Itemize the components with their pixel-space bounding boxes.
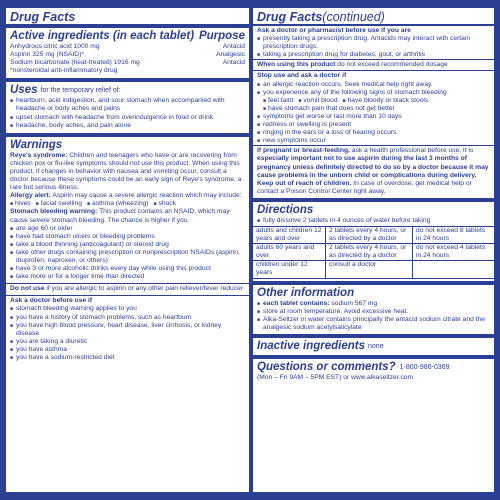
uses-header: Uses xyxy=(10,84,38,97)
list-item: ■ you are taking a diuretic xyxy=(6,338,249,346)
list-item: ■ have 3 or more alcoholic drinks every day while using this product xyxy=(6,265,249,273)
ask-pharmacist-header: Ask a doctor or pharmacist before use if you are xyxy=(257,27,411,34)
when-using: When using this product do not exceed recommended dosage xyxy=(257,61,448,69)
list-item: ■ an allergic reaction occurs. Seek medical help right away. xyxy=(253,81,494,89)
do-not-use: Do not use if you are allergic to aspirin or any other pain reliever/fever reducer xyxy=(10,285,244,293)
list-item: ■ presently taking a prescription drug. Antacids may interact with certain prescription drugs. xyxy=(253,35,494,51)
drug-facts-left-panel xyxy=(6,8,249,492)
allergy-list: ■ hives ■ facial swelling ■ asthma (wheezing) ■ shock xyxy=(6,200,249,208)
ingredient-row: Aspirin 325 mg (NSAID)* Analgesic xyxy=(10,51,245,59)
list-item: ■ take other drugs containing prescription or nonprescription NSAIDs (aspirin, ibuprofen, naproxen, or others) xyxy=(6,249,249,265)
list-item: ■ you have a sodium-restricted diet xyxy=(6,354,249,362)
list-item: ■ symptoms get worse or last more than 10 days xyxy=(253,113,494,121)
list-item: ■ have had stomach ulcers or bleeding problems xyxy=(6,233,249,241)
ingredient-row: Anhydrous citric acid 1000 mg Antacid xyxy=(10,43,245,50)
active-ingredients-header: Active ingredients (in each tablet) Purpose xyxy=(10,30,245,42)
list-item: ■ taking a prescription drug for diabetes, gout, or arthritis xyxy=(253,51,494,59)
warnings-header: Warnings xyxy=(10,138,63,151)
list-item: ■ new symptoms occur xyxy=(253,137,494,145)
directions-table xyxy=(253,226,494,279)
phone-number: 1-800-986-0369 xyxy=(399,363,450,371)
list-item: ■ Alka-Seltzer in water contains principally the antacid sodium citrate and the analgesic sodium acetylsalicylate xyxy=(253,316,494,332)
uses-intro: for the temporary relief of: xyxy=(40,87,121,95)
ingredient-row: Sodium bicarbonate (heat-treated) 1916 mg Antacid xyxy=(10,59,245,67)
list-item: ■ fully dissolve 2 tablets in 4 ounces of water before taking xyxy=(253,217,494,226)
list-item: ■ are age 60 or older xyxy=(6,225,249,233)
stop-use-header: Stop use and ask a doctor if xyxy=(257,72,347,80)
list-item: ■ heartburn, acid indigestion, and sour stomach when accompanied with headache or body aches and pains xyxy=(6,97,249,113)
other-info-header: Other information xyxy=(257,286,355,299)
allergy-alert: Allergy alert: Aspirin may cause a severe allergic reaction which may include: xyxy=(10,192,242,200)
list-item: ■ you experience any of the following signs of stomach bleeding xyxy=(253,89,494,97)
list-item: ■ store at room temperature. Avoid excessive heat. xyxy=(253,308,494,316)
directions-header: Directions xyxy=(257,203,314,216)
panel-title: Drug Facts(continued) xyxy=(257,10,385,24)
reye-warning: Reye's syndrome: Children and teenagers who have or are recovering from chicken pox or flu-like symptoms should not use this product. When using this product, if changes in behavior with nausea and vomiting occur, consult a doctor because these symptoms could be an early sign of Reye's syndrome, a rare but serious illness. xyxy=(10,151,242,192)
keep-out-of-reach: Keep out of reach of children. In case of overdose, get medical help or contact a Poison Control Center right away. xyxy=(257,179,472,195)
list-item: ■ you have a history of stomach problems, such as heartburn xyxy=(6,314,249,322)
table-row: adults 60 years and over 2 tablets every 4 hours, or as directed by a doctor do not exceed 4 tablets in 24 hours xyxy=(253,244,494,261)
list-item: ■ headache, body aches, and pain alone xyxy=(6,122,249,130)
bleeding-signs-list: ■ feel faint ■ vomit blood ■ have bloody or black stools ■ have stomach pain that does not get better xyxy=(253,97,494,113)
panel-title: Drug Facts xyxy=(10,10,76,24)
list-item: ■ redness or swelling is present xyxy=(253,121,494,129)
list-item: ■ take more or for a longer time than directed xyxy=(6,273,249,281)
stomach-bleeding-warning: Stomach bleeding warning: This product contains an NSAID, which may cause severe stomach bleeding. The chance is higher if you xyxy=(10,208,230,224)
list-item: ■ stomach bleeding warning applies to you xyxy=(6,305,249,313)
list-item: ■ ringing in the ears or a loss of hearing occurs xyxy=(253,129,494,137)
uses-section xyxy=(6,82,249,97)
contact-hours: (Mon – Fri 9AM – 5PM EST) or www.alkaseltzer.com xyxy=(257,373,414,381)
list-item: ■ you have high blood pressure, heart disease, liver cirrhosis, or kidney disease xyxy=(6,322,249,338)
table-row: children under 12 years consult a doctor xyxy=(253,261,494,278)
footnote: *nonsteroidal anti-inflammatory drug xyxy=(10,67,118,75)
list-item: ■ you have asthma xyxy=(6,346,249,354)
table-row: adults and children 12 years and over 2 tablets every 4 hours, or as directed by a doctor do not exceed 8 tablets in 24 hours xyxy=(253,226,494,243)
pregnancy-warning: If pregnant or breast-feeding, ask a health professional before use. It is especially important not to use aspirin during the last 3 months of pregnancy unless definitely directed to do so by a doctor because it may cause problems in the unborn child or complications during delivery. xyxy=(257,147,489,179)
list-item: ■ take a blood thinning (anticoagulant) or steroid drug xyxy=(6,241,249,249)
list-item: ■ upset stomach with headache from overindulgence in food or drink xyxy=(6,114,249,122)
drug-facts-right-panel xyxy=(253,8,494,492)
purpose-header: Purpose xyxy=(198,30,245,42)
inactive-ingredients: Inactive ingredients none xyxy=(257,339,384,352)
list-item: ■ each tablet contains: sodium 567 mg xyxy=(253,300,494,308)
ask-doctor-header: Ask a doctor before use if xyxy=(10,297,93,305)
questions-header: Questions or comments? 1-800-986-0369 xyxy=(257,360,450,373)
